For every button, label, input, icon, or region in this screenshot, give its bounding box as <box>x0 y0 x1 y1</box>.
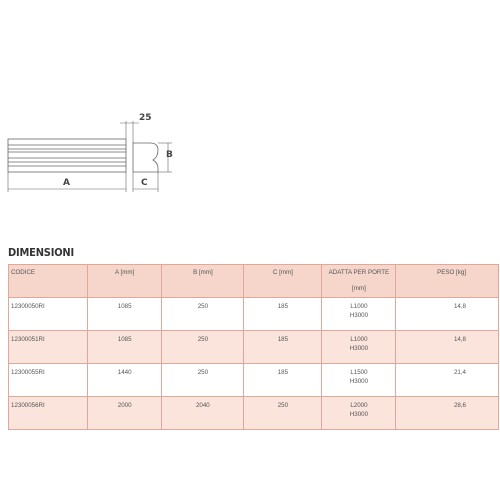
table-row <box>9 298 499 331</box>
cell-c: 185 <box>244 331 322 364</box>
table-row <box>9 331 499 364</box>
table-header-row <box>9 265 499 298</box>
cell-porte-l: L2000 <box>350 402 368 409</box>
header-adatta-per-porte: ADATTA PER PORTE [mm] <box>322 265 396 298</box>
dimensions-table <box>8 264 499 430</box>
cell-a: 2000 <box>87 397 162 430</box>
dimension-label-c: C <box>141 178 148 188</box>
cell-peso: 14,8 <box>396 298 499 331</box>
header-b: B [mm] <box>162 265 244 298</box>
cell-a: 1440 <box>87 364 162 397</box>
dimension-label-25: 25 <box>139 113 152 123</box>
cell-c: 185 <box>244 298 322 331</box>
cell-a: 1085 <box>87 298 162 331</box>
dimension-label-a: A <box>63 178 70 188</box>
section-title: DIMENSIONI <box>8 246 74 259</box>
cell-porte-h: H3000 <box>349 411 369 418</box>
cell-peso: 28,6 <box>396 397 499 430</box>
cell-b: 250 <box>162 331 244 364</box>
table-row <box>9 364 499 397</box>
cell-porte <box>322 397 396 430</box>
cell-c: 185 <box>244 364 322 397</box>
cell-peso: 14,8 <box>396 331 499 364</box>
cell-code: 12300051RI <box>9 331 88 364</box>
header-a: A [mm] <box>87 265 162 298</box>
cell-c: 250 <box>244 397 322 430</box>
cell-porte-h: H3000 <box>349 312 369 319</box>
cell-porte-h: H3000 <box>349 378 369 385</box>
cell-b: 250 <box>162 298 244 331</box>
dimension-label-b: B <box>166 150 173 160</box>
header-peso: PESO [kg] <box>396 265 499 298</box>
cell-a: 1085 <box>87 331 162 364</box>
cell-porte-l: L1000 <box>350 303 368 310</box>
cell-porte-l: L1500 <box>350 369 368 376</box>
cell-porte-h: H3000 <box>349 345 369 352</box>
technical-drawing <box>0 0 500 240</box>
cell-b: 250 <box>162 364 244 397</box>
cell-peso: 21,4 <box>396 364 499 397</box>
cell-porte-l: L1000 <box>350 336 368 343</box>
cell-code: 12300055RI <box>9 364 88 397</box>
header-codice: CODICE <box>9 265 88 298</box>
header-c: C [mm] <box>244 265 322 298</box>
cell-porte <box>322 364 396 397</box>
cell-code: 12300056RI <box>9 397 88 430</box>
cell-porte <box>322 331 396 364</box>
table-row <box>9 397 499 430</box>
cell-b: 2040 <box>162 397 244 430</box>
cell-code: 12300050RI <box>9 298 88 331</box>
cell-porte <box>322 298 396 331</box>
